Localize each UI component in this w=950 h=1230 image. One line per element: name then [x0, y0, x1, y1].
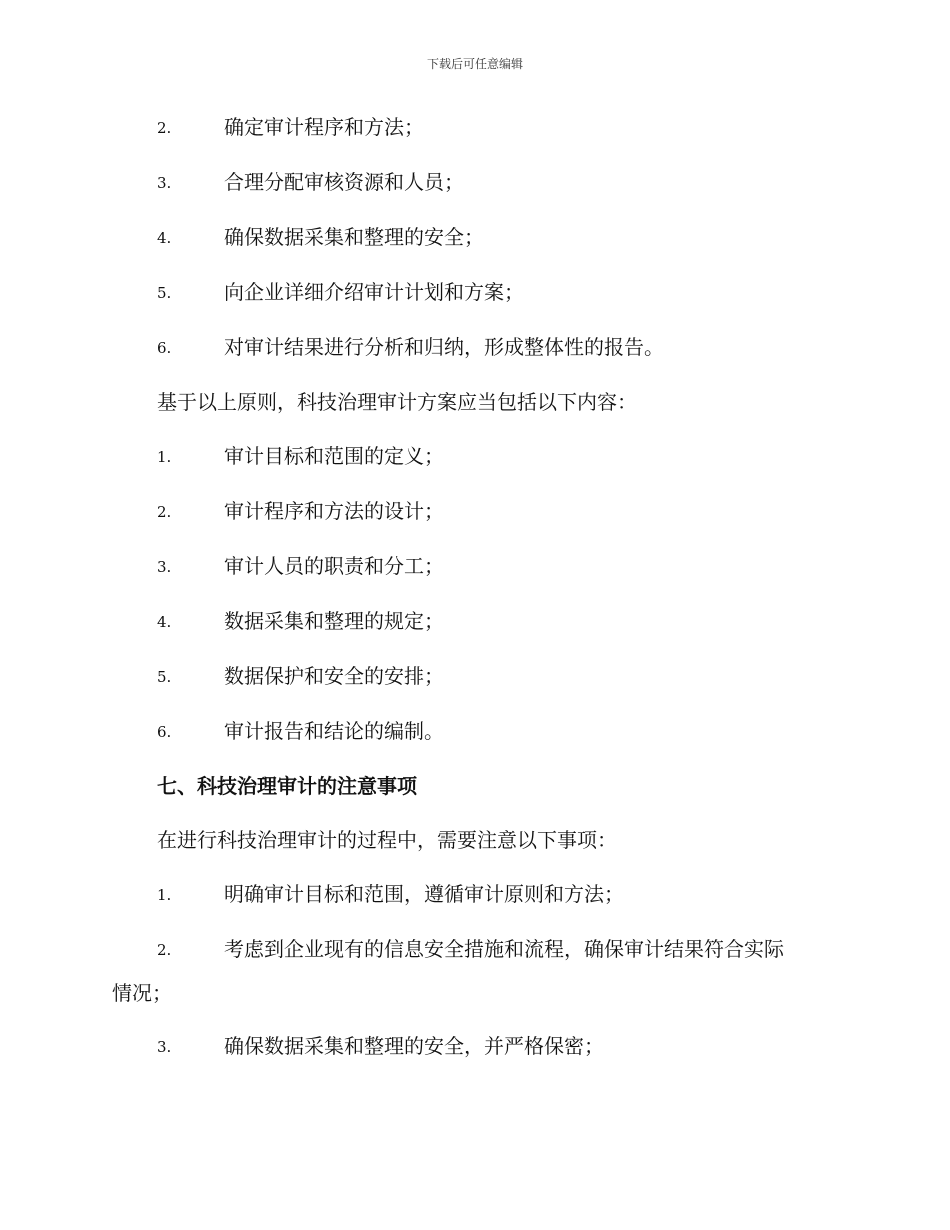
list-text: 审计报告和结论的编制。	[224, 719, 444, 743]
list-text: 向企业详细介绍审计计划和方案；	[224, 280, 524, 304]
paragraph: 在进行科技治理审计的过程中，需要注意以下事项：	[157, 828, 617, 852]
list-text: 合理分配审核资源和人员；	[224, 170, 464, 194]
list-text-continuation: 情况；	[112, 981, 172, 1005]
list-number: 3.	[157, 174, 172, 192]
list-number: 6.	[157, 339, 172, 357]
list-text: 审计人员的职责和分工；	[224, 554, 444, 578]
list-text: 数据保护和安全的安排；	[224, 664, 444, 688]
list-number: 6.	[157, 723, 172, 741]
list-number: 1.	[157, 886, 172, 904]
section-heading: 七、科技治理审计的注意事项	[157, 774, 417, 798]
list-text: 确定审计程序和方法；	[224, 115, 424, 139]
list-number: 2.	[157, 119, 172, 137]
list-number: 4.	[157, 229, 172, 247]
header-note: 下载后可任意编辑	[426, 57, 523, 71]
list-text: 对审计结果进行分析和归纳，形成整体性的报告。	[224, 335, 664, 359]
list-number: 3.	[157, 1038, 172, 1056]
list-text: 审计程序和方法的设计；	[224, 499, 444, 523]
list-text: 确保数据采集和整理的安全；	[224, 225, 484, 249]
list-text: 确保数据采集和整理的安全，并严格保密；	[224, 1034, 604, 1058]
list-number: 1.	[157, 448, 172, 466]
list-number: 2.	[157, 503, 172, 521]
list-text: 明确审计目标和范围，遵循审计原则和方法；	[224, 882, 624, 906]
list-text: 审计目标和范围的定义；	[224, 444, 444, 468]
list-number: 4.	[157, 613, 172, 631]
list-number: 5.	[157, 668, 172, 686]
list-number: 5.	[157, 284, 172, 302]
list-text: 数据采集和整理的规定；	[224, 609, 444, 633]
list-number: 2.	[157, 941, 172, 959]
list-text: 考虑到企业现有的信息安全措施和流程，确保审计结果符合实际	[224, 937, 784, 961]
list-number: 3.	[157, 558, 172, 576]
paragraph: 基于以上原则，科技治理审计方案应当包括以下内容：	[157, 390, 637, 414]
